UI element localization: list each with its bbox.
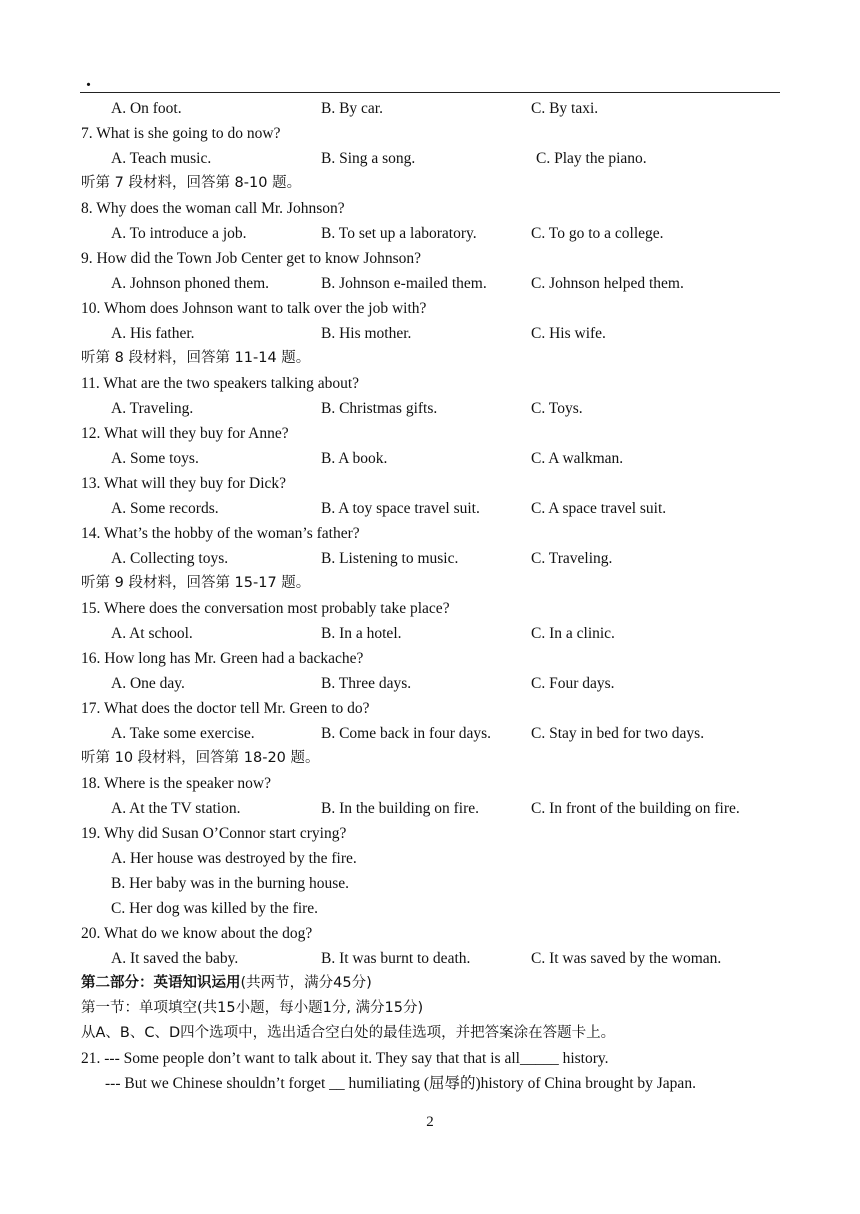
question-text: 14. What’s the hobby of the woman’s father?: [81, 525, 360, 542]
option-c: C. In front of the building on fire.: [531, 800, 740, 817]
dialog-line: --- But we Chinese shouldn’t forget __ humiliating (屈辱的)history of China brought by Japan.: [105, 1075, 696, 1092]
option-row: [81, 146, 781, 171]
part-heading: [81, 971, 781, 996]
option-b: B. In a hotel.: [321, 625, 402, 642]
option-a: A. At school.: [111, 625, 193, 642]
exam-content: [81, 96, 781, 1096]
top-mark: .: [86, 69, 91, 91]
option-a: A. Teach music.: [111, 150, 212, 167]
question-text: 18. Where is the speaker now?: [81, 775, 271, 792]
option-b: B. In the building on fire.: [321, 800, 479, 817]
option-line: C. Her dog was killed by the fire.: [111, 900, 319, 917]
option-row: [81, 271, 781, 296]
option-b: B. It was burnt to death.: [321, 950, 471, 967]
question-text: 15. Where does the conversation most probably take place?: [81, 600, 450, 617]
option-row: [81, 721, 781, 746]
option-c: C. His wife.: [531, 325, 606, 342]
option-b: B. A book.: [321, 450, 388, 467]
option-b: B. Christmas gifts.: [321, 400, 438, 417]
section-instruction: 听第 9 段材料，回答第 15-17 题。: [81, 575, 311, 591]
question-text: 8. Why does the woman call Mr. Johnson?: [81, 200, 345, 217]
option-c: C. Play the piano.: [536, 150, 647, 167]
option-b: B. Three days.: [321, 675, 412, 692]
option-a: A. Traveling.: [111, 400, 194, 417]
option-a: A. Johnson phoned them.: [111, 275, 270, 292]
option-row: [81, 946, 781, 971]
option-line: A. Her house was destroyed by the fire.: [111, 850, 357, 867]
question-text: 16. How long has Mr. Green had a backache?: [81, 650, 364, 667]
option-b: B. By car.: [321, 100, 383, 117]
section-instruction: 听第 8 段材料，回答第 11-14 题。: [81, 350, 311, 366]
option-a: A. On foot.: [111, 100, 182, 117]
option-a: A. It saved the baby.: [111, 950, 239, 967]
option-c: C. Toys.: [531, 400, 583, 417]
option-c: C. Four days.: [531, 675, 615, 692]
option-row: [81, 496, 781, 521]
header-rule: [80, 92, 780, 93]
page-number: 2: [426, 1114, 434, 1130]
option-b: B. Listening to music.: [321, 550, 459, 567]
question-text: 13. What will they buy for Dick?: [81, 475, 287, 492]
option-row: [81, 446, 781, 471]
option-a: A. At the TV station.: [111, 800, 241, 817]
option-row: [81, 96, 781, 121]
question-text: 10. Whom does Johnson want to talk over the job with?: [81, 300, 427, 317]
section-instruction: 听第 10 段材料，回答第 18-20 题。: [81, 750, 320, 766]
part-heading-score: (共两节，满分45分): [240, 975, 372, 991]
option-b: B. Come back in four days.: [321, 725, 492, 742]
option-row: [81, 546, 781, 571]
option-c: C. Johnson helped them.: [531, 275, 684, 292]
option-row: [81, 796, 781, 821]
option-row: [81, 621, 781, 646]
option-a: A. Some records.: [111, 500, 219, 517]
option-b: B. Johnson e-mailed them.: [321, 275, 487, 292]
question-text: 20. What do we know about the dog?: [81, 925, 313, 942]
option-c: C. To go to a college.: [531, 225, 664, 242]
option-b: B. Sing a song.: [321, 150, 416, 167]
option-a: A. To introduce a job.: [111, 225, 247, 242]
option-c: C. Traveling.: [531, 550, 613, 567]
section-instruction: 从A、B、C、D四个选项中，选出适合空白处的最佳选项，并把答案涂在答题卡上。: [81, 1025, 616, 1041]
option-c: C. A space travel suit.: [531, 500, 667, 517]
question-text: 11. What are the two speakers talking about?: [81, 375, 360, 392]
option-c: C. In a clinic.: [531, 625, 615, 642]
option-a: A. His father.: [111, 325, 195, 342]
option-b: B. To set up a laboratory.: [321, 225, 477, 242]
question-text: 9. How did the Town Job Center get to know Johnson?: [81, 250, 422, 267]
option-row: [81, 221, 781, 246]
option-c: C. By taxi.: [531, 100, 599, 117]
option-c: C. Stay in bed for two days.: [531, 725, 705, 742]
option-c: C. A walkman.: [531, 450, 624, 467]
question-text: 21. --- Some people don’t want to talk about it. They say that that is all_____ history.: [81, 1050, 609, 1067]
option-a: A. Some toys.: [111, 450, 199, 467]
section-instruction: 听第 7 段材料，回答第 8-10 题。: [81, 175, 302, 191]
option-a: A. Take some exercise.: [111, 725, 255, 742]
option-a: A. Collecting toys.: [111, 550, 229, 567]
part-heading-title: 第二部分：英语知识运用: [81, 975, 241, 991]
option-b: B. His mother.: [321, 325, 412, 342]
question-text: 12. What will they buy for Anne?: [81, 425, 289, 442]
option-b: B. A toy space travel suit.: [321, 500, 480, 517]
question-text: 17. What does the doctor tell Mr. Green to do?: [81, 700, 370, 717]
question-text: 7. What is she going to do now?: [81, 125, 281, 142]
option-row: [81, 396, 781, 421]
option-c: C. It was saved by the woman.: [531, 950, 722, 967]
option-line: B. Her baby was in the burning house.: [111, 875, 350, 892]
option-row: [81, 671, 781, 696]
question-text: 19. Why did Susan O’Connor start crying?: [81, 825, 347, 842]
section-instruction: 第一节：单项填空(共15小题，每小题1分, 满分15分): [81, 1000, 424, 1016]
option-a: A. One day.: [111, 675, 185, 692]
option-row: [81, 321, 781, 346]
